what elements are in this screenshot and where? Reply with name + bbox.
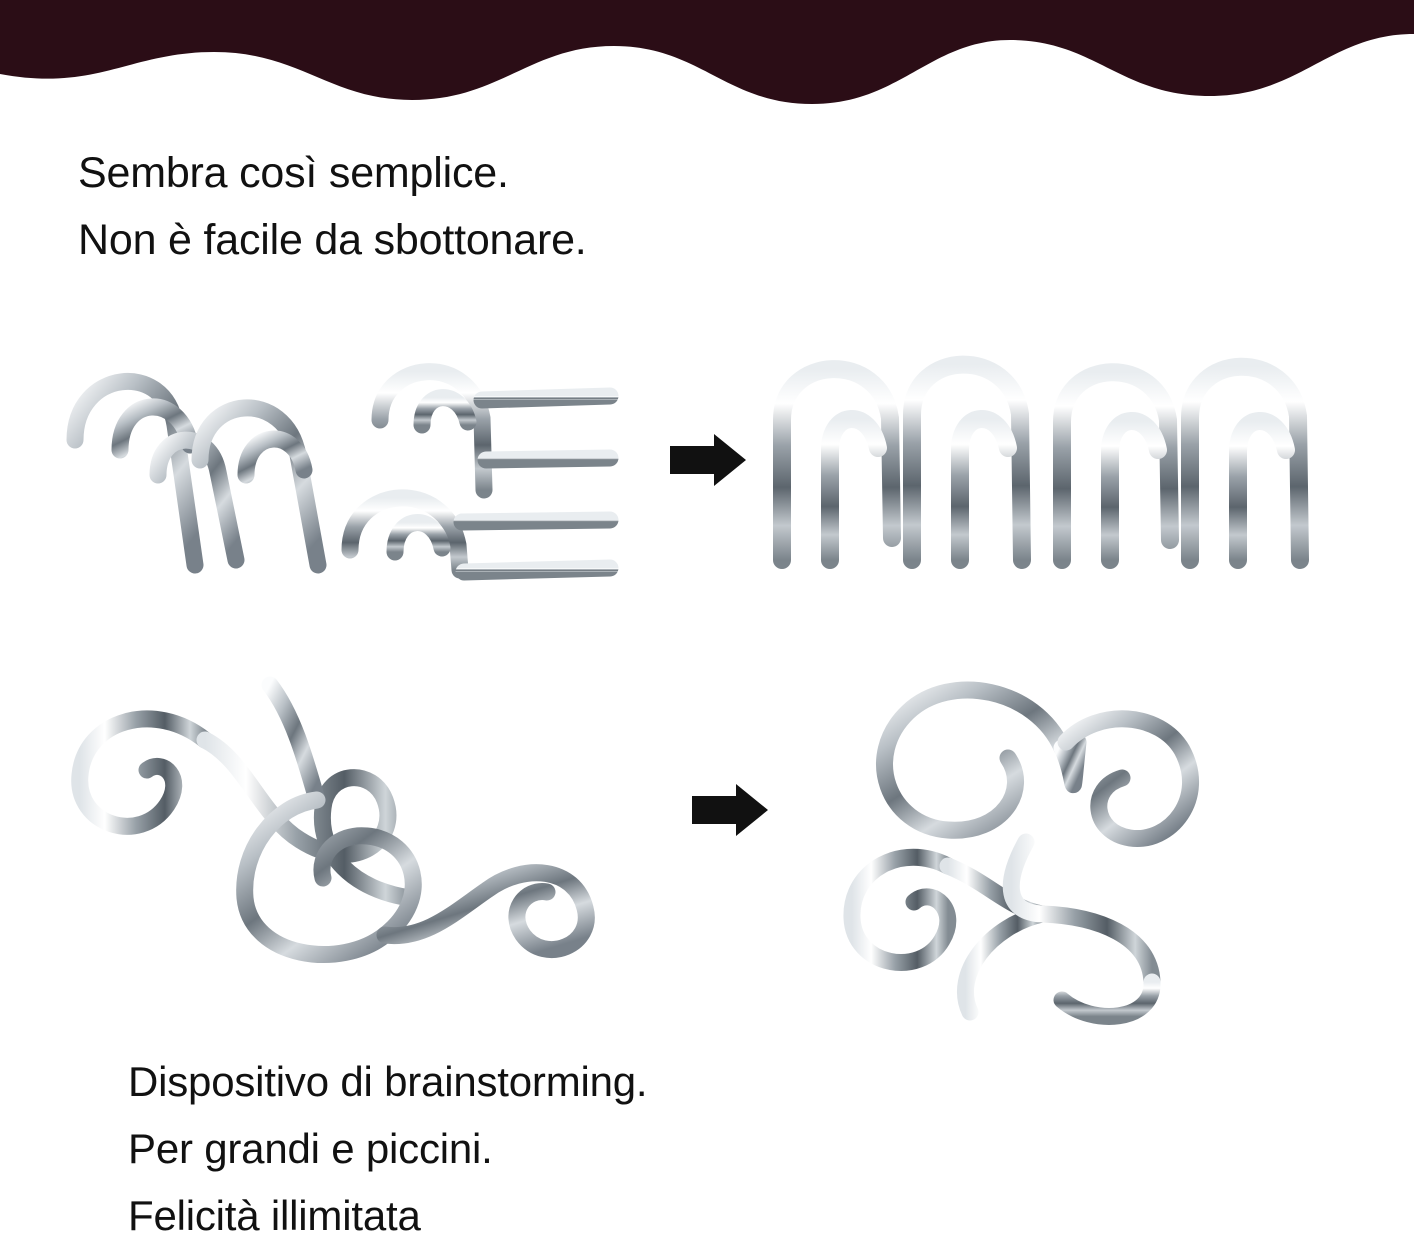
comb-separated-group [760, 310, 1320, 610]
comb-interlocked-group [50, 300, 630, 630]
arrow-right-icon-bottom [690, 780, 770, 840]
footer-line-3: Felicità illimitata [128, 1192, 421, 1240]
spiral-separated-group [830, 630, 1370, 1010]
footer-block [128, 1048, 1278, 1250]
puzzle-illustration-area [0, 290, 1414, 1030]
row-spiral-puzzle [0, 630, 1414, 1030]
footer-line-2: Per grandi e piccini. [128, 1125, 493, 1173]
arrow-right-icon-top [668, 430, 748, 490]
headline-block [78, 140, 1178, 273]
headline-line-2: Non è facile da sbottonare. [78, 215, 587, 264]
spiral-interlocked-group [55, 640, 665, 980]
row-comb-puzzle [0, 290, 1414, 650]
top-wave-band [0, 0, 1414, 110]
footer-line-1: Dispositivo di brainstorming. [128, 1058, 648, 1105]
headline-line-1: Sembra così semplice. [78, 149, 509, 197]
